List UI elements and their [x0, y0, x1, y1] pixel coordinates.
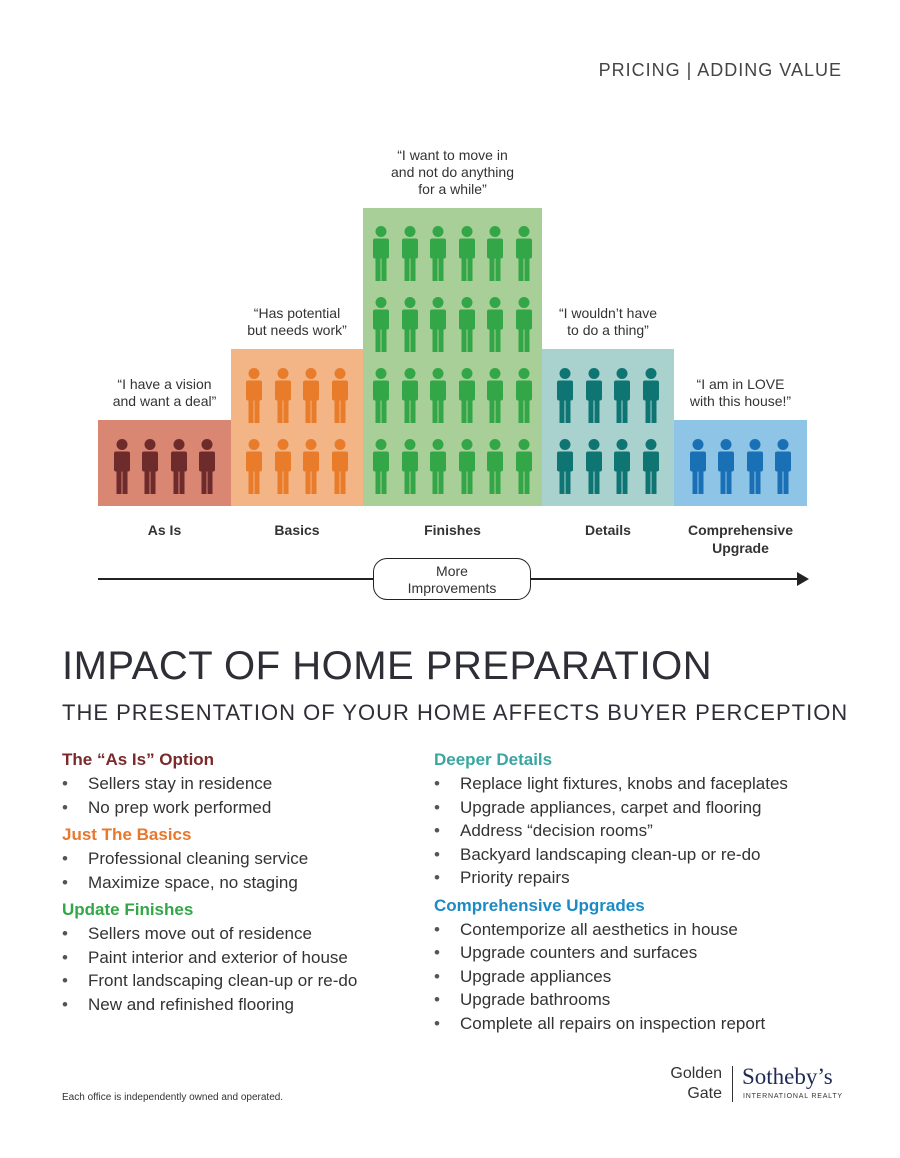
quote-comprehensive: “I am in LOVE with this house!”: [689, 376, 792, 409]
bullet-list: [434, 772, 788, 890]
person-icon: [275, 439, 291, 494]
person-icon: [459, 297, 475, 352]
list-item: • Upgrade counters and surfaces: [434, 941, 788, 965]
person-icon: [557, 368, 573, 423]
person-icon: [402, 439, 418, 494]
people-group-basics: [231, 368, 363, 494]
list-item: • Sellers move out of residence: [62, 922, 357, 946]
logo-brand: Sotheby’s: [742, 1064, 833, 1089]
person-icon: [487, 297, 503, 352]
section: [62, 825, 357, 894]
bullet-list: [434, 918, 788, 1036]
people-group-comprehensive: [674, 439, 807, 494]
person-icon: [303, 368, 319, 423]
person-icon: [402, 297, 418, 352]
label-basics: Basics: [274, 522, 320, 538]
person-icon: [614, 439, 630, 494]
section-heading: Deeper Details: [434, 750, 553, 769]
person-icon: [487, 439, 503, 494]
person-icon: [459, 439, 475, 494]
section-heading: Comprehensive Upgrades: [434, 895, 645, 915]
page-title: IMPACT OF HOME PREPARATION: [62, 644, 713, 688]
person-icon: [747, 439, 763, 494]
column-comprehensive: [674, 420, 807, 506]
page-subtitle: THE PRESENTATION OF YOUR HOME AFFECTS BUYER PERCEPTION: [62, 700, 849, 725]
logo-gate: Gate: [687, 1085, 722, 1102]
list-item: • Upgrade appliances, carpet and flooring: [434, 796, 788, 820]
person-icon: [275, 368, 291, 423]
logo-divider: [732, 1066, 733, 1102]
list-item: • Complete all repairs on inspection report: [434, 1012, 788, 1036]
section: [434, 896, 788, 1036]
people-group-finishes: [363, 226, 542, 494]
person-icon: [516, 226, 532, 281]
list-item: • Backyard landscaping clean-up or re-do: [434, 843, 788, 867]
section: [62, 900, 357, 1016]
list-item: • Upgrade appliances: [434, 965, 788, 989]
person-icon: [643, 439, 659, 494]
quote-basics: “Has potential but needs work”: [247, 305, 347, 338]
person-icon: [246, 439, 262, 494]
list-item: • Address “decision rooms”: [434, 819, 788, 843]
list-item: • Priority repairs: [434, 866, 788, 890]
column-as_is: [98, 420, 231, 506]
bullet-list: [62, 772, 357, 819]
section: [62, 750, 357, 819]
section-heading: The “As Is” Option: [62, 750, 215, 769]
left-list-column: [62, 750, 357, 1022]
person-icon: [332, 439, 348, 494]
page-header: PRICING | ADDING VALUE: [598, 60, 842, 80]
list-item: • Professional cleaning service: [62, 847, 357, 871]
quote-details: “I wouldn’t have to do a thing”: [558, 305, 658, 338]
axis-label: More Improvements: [373, 558, 531, 600]
list-item: • Sellers stay in residence: [62, 772, 357, 796]
person-icon: [775, 439, 791, 494]
person-icon: [718, 439, 734, 494]
person-icon: [557, 439, 573, 494]
label-comprehensive: Comprehensive Upgrade: [687, 522, 794, 556]
buyer-perception-chart: [0, 130, 900, 610]
label-finishes: Finishes: [424, 522, 481, 538]
label-as_is: As Is: [147, 522, 182, 538]
person-icon: [246, 368, 262, 423]
quote-as_is: “I have a vision and want a deal”: [112, 376, 217, 409]
list-item: • Front landscaping clean-up or re-do: [62, 969, 357, 993]
person-icon: [430, 226, 446, 281]
person-icon: [142, 439, 158, 494]
person-icon: [373, 226, 389, 281]
person-icon: [516, 439, 532, 494]
person-icon: [171, 439, 187, 494]
list-item: • Replace light fixtures, knobs and faceplates: [434, 772, 788, 796]
person-icon: [199, 439, 215, 494]
person-icon: [459, 226, 475, 281]
person-icon: [114, 439, 130, 494]
person-icon: [373, 297, 389, 352]
person-icon: [303, 439, 319, 494]
company-logo: [660, 1064, 850, 1104]
section-heading: Update Finishes: [62, 900, 194, 919]
list-item: • Maximize space, no staging: [62, 871, 357, 895]
bullet-list: [62, 847, 357, 894]
footer-note: Each office is independently owned and operated.: [62, 1092, 284, 1103]
person-icon: [586, 439, 602, 494]
person-icon: [373, 368, 389, 423]
person-icon: [614, 368, 630, 423]
list-item: • Paint interior and exterior of house: [62, 946, 357, 970]
people-group-as_is: [98, 439, 231, 494]
person-icon: [402, 226, 418, 281]
list-item: • Contemporize all aesthetics in house: [434, 918, 788, 942]
bullet-list: [62, 922, 357, 1016]
person-icon: [332, 368, 348, 423]
person-icon: [430, 439, 446, 494]
column-basics: [231, 349, 363, 506]
list-item: • New and refinished flooring: [62, 993, 357, 1017]
section: [434, 750, 788, 890]
list-item: • Upgrade bathrooms: [434, 988, 788, 1012]
label-details: Details: [585, 522, 631, 538]
column-finishes: [363, 208, 542, 506]
arrow-right-icon: [797, 572, 809, 586]
column-details: [542, 349, 674, 506]
person-icon: [373, 439, 389, 494]
person-icon: [516, 368, 532, 423]
logo-golden: Golden: [670, 1065, 722, 1082]
person-icon: [459, 368, 475, 423]
person-icon: [690, 439, 706, 494]
person-icon: [586, 368, 602, 423]
person-icon: [430, 297, 446, 352]
list-item: • No prep work performed: [62, 796, 357, 820]
quote-finishes: “I want to move in and not do anything for a while”: [391, 147, 514, 197]
person-icon: [487, 368, 503, 423]
person-icon: [402, 368, 418, 423]
logo-subtitle: INTERNATIONAL REALTY: [743, 1093, 843, 1100]
person-icon: [487, 226, 503, 281]
right-list-column: [434, 750, 788, 1041]
person-icon: [430, 368, 446, 423]
logo-location: [660, 1064, 722, 1104]
section-heading: Just The Basics: [62, 825, 192, 844]
